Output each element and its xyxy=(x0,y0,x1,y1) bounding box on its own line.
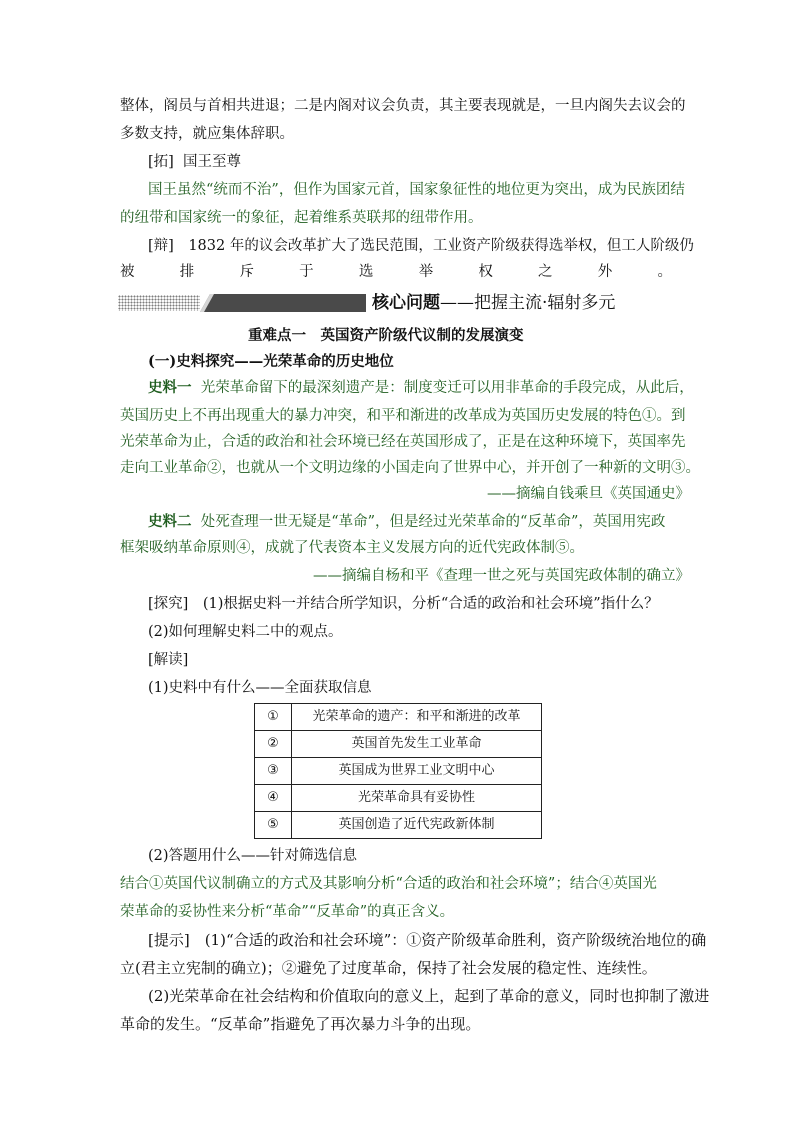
source2-citation: ——摘编自杨和平《查理一世之死与英国宪政体制的确立》 xyxy=(313,568,690,584)
hint-line: [提示] (1)“合适的政治和社会环境”：①资产阶级革命胜利，资产阶级统治地位的确 xyxy=(148,931,707,949)
source1-label: 史料一 xyxy=(148,379,192,396)
info-table-number: ④ xyxy=(255,785,292,812)
tuo-heading xyxy=(148,152,241,172)
hint-line: 立(君主立宪制的确立)；②避免了过度革命，保持了社会发展的稳定性、连续性。 xyxy=(120,959,657,977)
info-table-row xyxy=(255,785,542,812)
source2-line xyxy=(148,512,665,532)
info-table-text: 英国创造了近代宪政新体制 xyxy=(292,812,542,839)
section-title: 重难点一 英国资产阶级代议制的发展演变 xyxy=(248,327,524,344)
info-table-number: ① xyxy=(255,704,292,731)
info-table-row xyxy=(255,812,542,839)
bian-line: [辩] 1832 年的议会改革扩大了选民范围，工业资产阶级获得选举权，但工人阶级仍 xyxy=(148,238,694,254)
source2-line: 框架吸纳革命原则④，成就了代表资本主义发展方向的近代宪政体制⑤。 xyxy=(120,540,584,556)
source1-line: 走向工业革命②，也就从一个文明边缘的小国走向了世界中心，并开创了一种新的文明③。 xyxy=(120,460,700,476)
source1-line xyxy=(148,378,694,398)
section-banner xyxy=(118,292,678,314)
info-table-row xyxy=(255,731,542,758)
interpret-line: 荣革命的妥协性来分析“革命”“反革命”的真正含义。 xyxy=(120,904,455,920)
paragraph-line: 多数支持，就应集体辞职。 xyxy=(120,126,294,142)
banner-title xyxy=(372,292,615,314)
hint-line: 革命的发生。“反革命”指避免了再次暴力斗争的出现。 xyxy=(120,1015,481,1033)
paragraph-line: 国王虽然“统而不治”，但作为国家元首，国家象征性的地位更为突出，成为民族团结 xyxy=(148,182,685,198)
info-table-number: ② xyxy=(255,731,292,758)
paragraph-line: 整体，阁员与首相共进退；二是内阁对议会负责，其主要表现就是，一旦内阁失去议会的 xyxy=(120,98,686,114)
explore-question-2: (2)如何理解史料二中的观点。 xyxy=(148,624,343,640)
info-table-text: 光荣革命的遗产：和平和渐进的改革 xyxy=(292,704,542,731)
source1-text: 光荣革命留下的最深刻遗产是：制度变迁可以用非革命的手段完成，从此后， xyxy=(200,380,694,396)
explore-question-1: [探究] (1)根据史料一并结合所学知识，分析“合适的政治和社会环境”指什么？ xyxy=(148,596,659,612)
interpret-line: 结合①英国代议制确立的方式及其影响分析“合适的政治和社会环境”；结合④英国光 xyxy=(120,876,657,892)
interpret-heading-1: (1)史料中有什么——全面获取信息 xyxy=(148,680,372,696)
banner-subtitle: ——把握主流·辐射多元 xyxy=(440,293,616,313)
hint-line: (2)光荣革命在社会结构和价值取向的意义上，起到了革命的意义，同时也抑制了激进 xyxy=(148,987,710,1005)
source1-citation: ——摘编自钱乘旦《英国通史》 xyxy=(487,486,690,502)
interpret-tag: [解读] xyxy=(148,652,189,668)
subsection-title: (一)史料探究——光荣革命的历史地位 xyxy=(148,353,394,370)
tuo-title: 国王至尊 xyxy=(183,154,242,170)
source2-label: 史料二 xyxy=(148,513,192,530)
source2-text: 处死查理一世无疑是“革命”，但是经过光荣革命的“反革命”，英国用宪政 xyxy=(200,514,666,530)
banner-bar xyxy=(200,294,366,312)
info-table-row xyxy=(255,758,542,785)
interpret-heading-2: (2)答题用什么——针对筛选信息 xyxy=(148,848,358,864)
info-table-text: 光荣革命具有妥协性 xyxy=(292,785,542,812)
bian-line: 被排斥于选举权之外。 xyxy=(120,264,672,280)
source1-line: 英国历史上不再出现重大的暴力冲突，和平和渐进的改革成为英国历史发展的特色①。到 xyxy=(120,408,686,424)
info-table-text: 英国首先发生工业革命 xyxy=(292,731,542,758)
banner-dot-pattern xyxy=(118,295,200,311)
info-table-number: ⑤ xyxy=(255,812,292,839)
paragraph-line: 的纽带和国家统一的象征，起着维系英联邦的纽带作用。 xyxy=(120,210,483,226)
info-table xyxy=(254,703,542,839)
tuo-tag: [拓] xyxy=(148,154,174,170)
info-table-number: ③ xyxy=(255,758,292,785)
info-table-row xyxy=(255,704,542,731)
banner-title-text: 核心问题 xyxy=(372,293,440,313)
source1-line: 光荣革命为止，合适的政治和社会环境已经在英国形成了，正是在这种环境下，英国率先 xyxy=(120,434,686,450)
info-table-text: 英国成为世界工业文明中心 xyxy=(292,758,542,785)
